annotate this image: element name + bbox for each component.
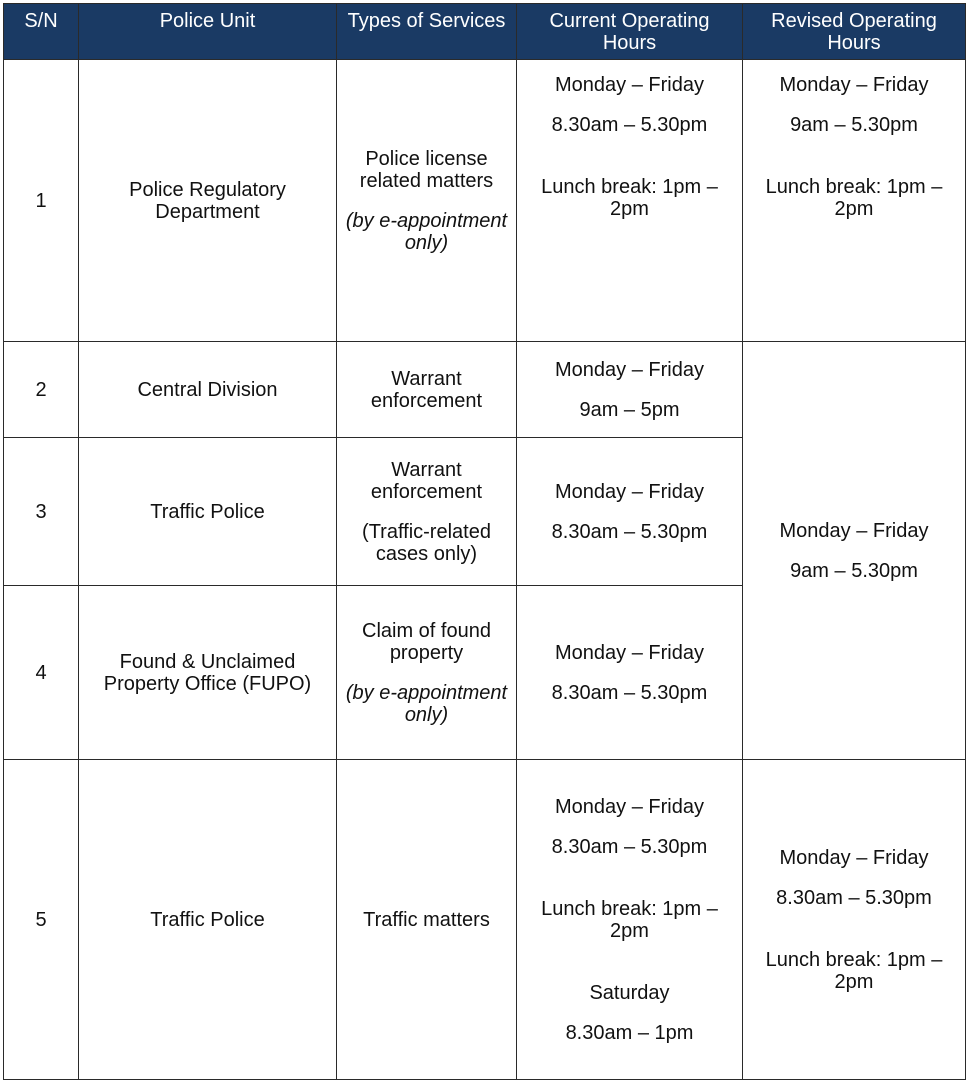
police-unit-cell: Found & Unclaimed Property Office (FUPO) bbox=[79, 586, 337, 760]
service-cell bbox=[337, 60, 517, 342]
current-hours-cell bbox=[517, 760, 743, 1080]
current-days: Monday – Friday bbox=[555, 641, 704, 664]
sn-cell: 4 bbox=[4, 586, 79, 760]
service-text: Warrant enforcement bbox=[370, 458, 483, 503]
header-sn: S/N bbox=[4, 4, 79, 60]
revised-lunch: Lunch break: 1pm – 2pm bbox=[765, 176, 943, 220]
revised-days: Monday – Friday bbox=[779, 74, 929, 96]
service-cell bbox=[337, 342, 517, 438]
service-cell bbox=[337, 760, 517, 1080]
revised-hours: 9am – 5.30pm bbox=[790, 114, 918, 136]
service-note: (Traffic-related cases only) bbox=[362, 520, 491, 565]
current-hours-cell bbox=[517, 586, 743, 760]
current-hours: 9am – 5pm bbox=[579, 398, 680, 421]
service-text: Warrant enforcement bbox=[370, 367, 483, 412]
table-row bbox=[4, 342, 966, 438]
sn-cell: 1 bbox=[4, 60, 79, 342]
revised-days: Monday – Friday bbox=[779, 846, 929, 869]
service-text: Traffic matters bbox=[363, 908, 490, 931]
current-days: Monday – Friday bbox=[555, 358, 704, 381]
sn-cell: 3 bbox=[4, 438, 79, 586]
revised-lunch: Lunch break: 1pm – 2pm bbox=[765, 948, 943, 993]
table-row bbox=[4, 760, 966, 1080]
service-text: Claim of found property bbox=[362, 619, 491, 664]
current-hours: 8.30am – 5.30pm bbox=[551, 114, 708, 136]
current-hours: 8.30am – 5.30pm bbox=[551, 835, 708, 858]
header-revised-operating-hours: Revised Operating Hours bbox=[743, 4, 966, 60]
police-unit-cell: Traffic Police bbox=[79, 760, 337, 1080]
current-hours: 8.30am – 5.30pm bbox=[551, 681, 708, 704]
current-hours-cell bbox=[517, 438, 743, 586]
current-saturday: Saturday bbox=[589, 981, 670, 1004]
header-police-unit: Police Unit bbox=[79, 4, 337, 60]
operating-hours-table bbox=[3, 3, 966, 1080]
sn-cell: 5 bbox=[4, 760, 79, 1080]
police-unit-cell: Central Division bbox=[79, 342, 337, 438]
current-saturday-hours: 8.30am – 1pm bbox=[565, 1021, 694, 1044]
table-row bbox=[4, 60, 966, 342]
current-hours: 8.30am – 5.30pm bbox=[551, 520, 708, 543]
service-note: (by e-appointment only) bbox=[345, 681, 508, 726]
current-lunch: Lunch break: 1pm – 2pm bbox=[541, 897, 718, 942]
revised-days: Monday – Friday bbox=[779, 519, 929, 542]
revised-hours-merged-cell bbox=[743, 342, 966, 760]
service-cell bbox=[337, 438, 517, 586]
police-unit-cell: Traffic Police bbox=[79, 438, 337, 586]
header-types-of-services: Types of Services bbox=[337, 4, 517, 60]
revised-hours-cell bbox=[743, 60, 966, 342]
revised-hours: 9am – 5.30pm bbox=[790, 559, 918, 582]
service-cell bbox=[337, 586, 517, 760]
service-text: Police license related matters bbox=[359, 147, 494, 192]
sn-cell: 2 bbox=[4, 342, 79, 438]
header-current-operating-hours: Current Operating Hours bbox=[517, 4, 743, 60]
current-days: Monday – Friday bbox=[555, 795, 704, 818]
current-hours-cell bbox=[517, 342, 743, 438]
current-days: Monday – Friday bbox=[555, 74, 704, 96]
service-note: (by e-appointment only) bbox=[345, 209, 508, 254]
header-row bbox=[4, 4, 966, 60]
current-hours-cell bbox=[517, 60, 743, 342]
current-days: Monday – Friday bbox=[555, 480, 704, 503]
revised-hours: 8.30am – 5.30pm bbox=[776, 886, 932, 909]
police-unit-cell: Police Regulatory Department bbox=[79, 60, 337, 342]
current-lunch: Lunch break: 1pm – 2pm bbox=[541, 176, 718, 220]
revised-hours-cell bbox=[743, 760, 966, 1080]
